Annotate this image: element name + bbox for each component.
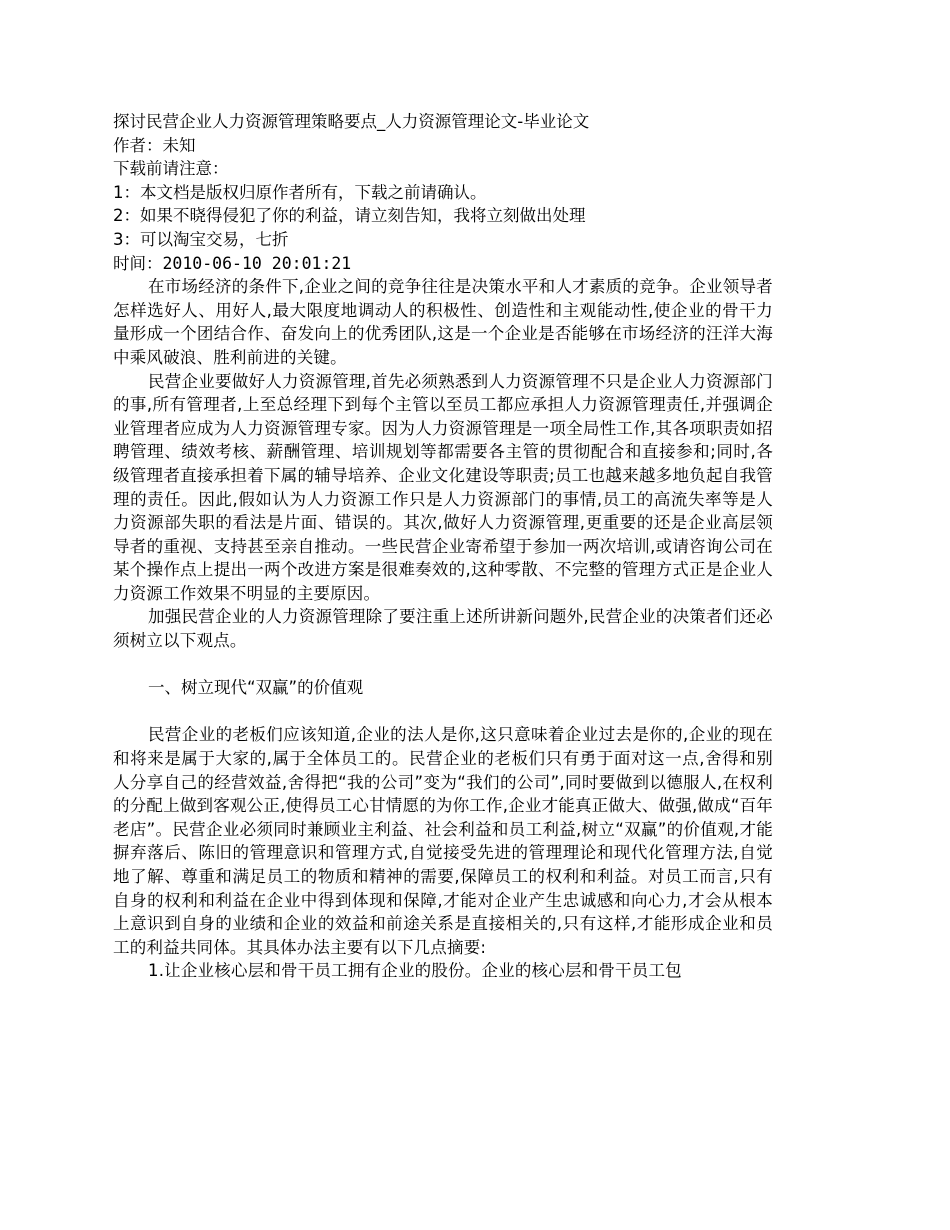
paragraph: 民营企业的老板们应该知道,企业的法人是你,这只意味着企业过去是你的,企业的现在和将来是属于大家的,属于全体员工的。民营企业的老板们只有勇于面对这一点,舍得和别人分享自己的经营效益,舍得把“我的公司”变为“我们的公司”,同时要做到以德服人,在权利的分配上做到客观公正,使得员工心甘情愿的为你工作,企业才能真正做大、做强,做成“百年老店”。民营企业必须同时兼顾业主利益、社会利益和员工利益,树立“双赢”的价值观,才能摒弃落后、陈旧的管理意识和管理方式,自觉接受先进的管理理论和现代化管理方法,自觉地了解、尊重和满足员工的物质和精神的需要,保障员工的权利和利益。对员工而言,只有自身的权利和利益在企业中得到体现和保障,才能对企业产生忠诚感和向心力,才会从根本上意识到自身的业绩和企业的效益和前途关系是直接相关的,只有这样,才能形成企业和员工的利益共同体。其具体办法主要有以下几点摘要: <box>113 725 773 957</box>
time-line: 时间：2010-06-10 20:01:21 <box>113 253 352 273</box>
paragraph: 1.让企业核心层和骨干员工拥有企业的股份。企业的核心层和骨干员工包 <box>148 961 682 981</box>
paragraph: 民营企业要做好人力资源管理,首先必须熟悉到人力资源管理不只是企业人力资源部门的事,所有管理者,上至总经理下到每个主管以至员工都应承担人力资源管理责任,并强调企业管理者应成为人力资源管理专家。因为人力资源管理是一项全局性工作,其各项职责如招聘管理、绩效考核、薪酬管理、培训规划等都需要各主管的贯彻配合和直接参和;同时,各级管理者直接承担着下属的辅导培养、企业文化建设等职责;员工也越来越多地负起自我管理的责任。因此,假如认为人力资源工作只是人力资源部门的事情,员工的高流失率等是人力资源部失职的看法是片面、错误的。其次,做好人力资源管理,更重要的还是企业高层领导者的重视、支持甚至亲自推动。一些民营企业寄希望于参加一两次培训,或请咨询公司在某个操作点上提出一两个改进方案是很难奏效的,这种零散、不完整的管理方式正是企业人力资源工作效果不明显的主要原因。 <box>113 371 773 603</box>
notice-item: 3：可以淘宝交易，七折 <box>113 229 289 249</box>
spacer <box>113 653 773 677</box>
paragraph: 在市场经济的条件下,企业之间的竞争往往是决策水平和人才素质的竞争。企业领导者怎样选好人、用好人,最大限度地调动人的积极性、创造性和主观能动性,使企业的骨干力量形成一个团结合作、奋发向上的优秀团队,这是一个企业是否能够在市场经济的汪洋大海中乘风破浪、胜利前进的关键。 <box>113 277 773 367</box>
spacer <box>113 700 773 724</box>
notice-heading: 下载前请注意： <box>113 159 229 179</box>
notice-item: 2：如果不晓得侵犯了你的利益，请立刻告知，我将立刻做出处理 <box>113 206 586 226</box>
paragraph: 加强民营企业的人力资源管理除了要注重上述所讲新问题外,民营企业的决策者们还必须树立以下观点。 <box>113 607 773 651</box>
author-line: 作者：未知 <box>113 135 196 155</box>
notice-item: 1：本文档是版权归原作者所有，下载之前请确认。 <box>113 182 487 202</box>
document-title: 探讨民营企业人力资源管理策略要点_人力资源管理论文-毕业论文 <box>113 112 590 131</box>
document-body <box>113 110 773 983</box>
section-heading: 一、树立现代“双赢”的价值观 <box>148 678 364 698</box>
